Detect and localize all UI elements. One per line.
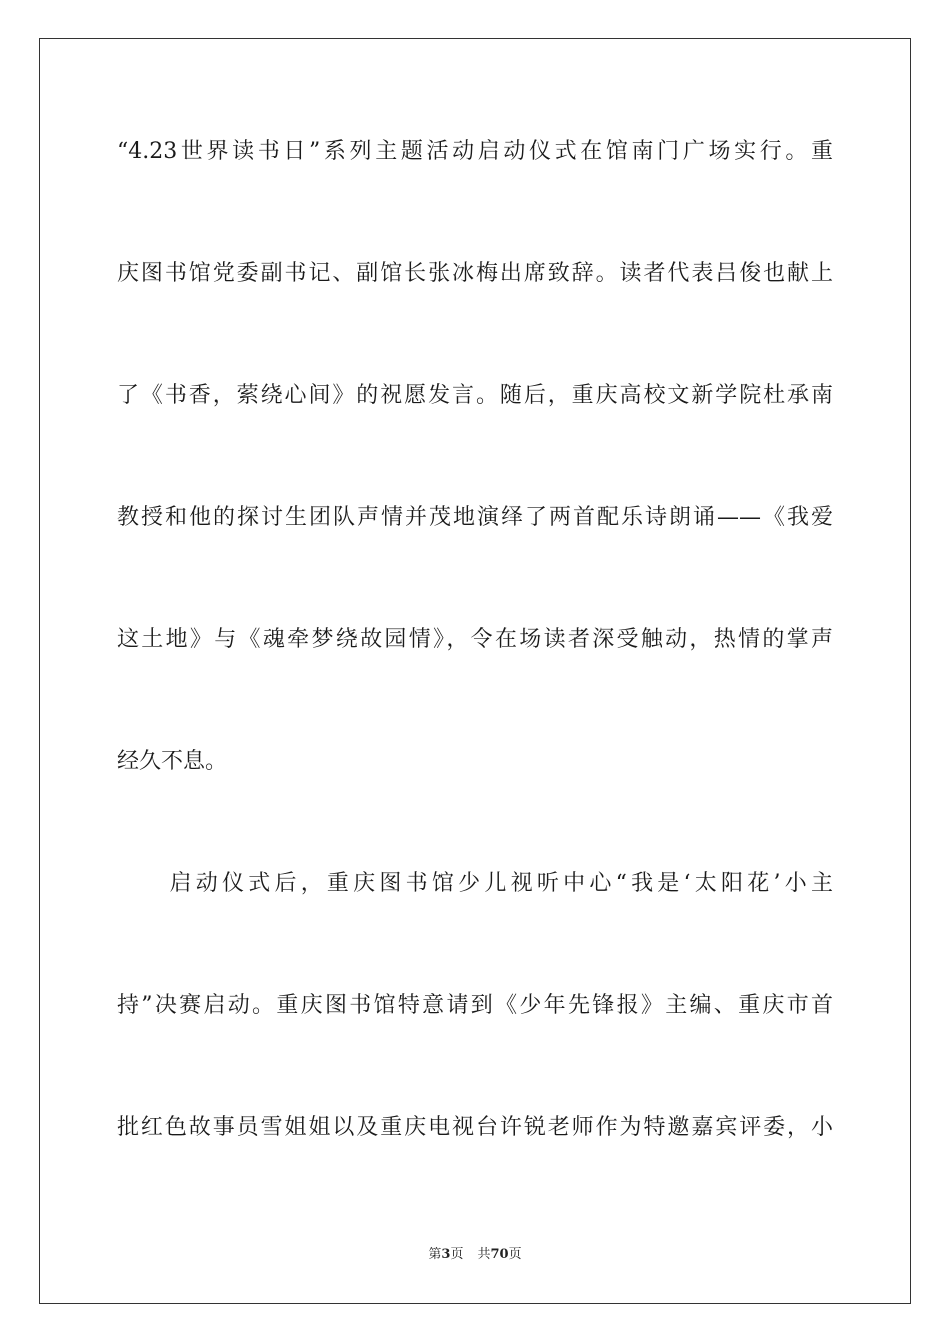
page-suffix: 页 bbox=[450, 1247, 464, 1262]
body-line-2: 庆图书馆党委副书记、副馆长张冰梅出席致辞。读者代表吕俊也献上 bbox=[117, 261, 833, 286]
body-line-5: 这土地》与《魂牵梦绕故园情》，令在场读者深受触动，热情的掌声 bbox=[117, 627, 833, 652]
body-line-8: 持”决赛启动。重庆图书馆特意请到《少年先锋报》主编、重庆市首 bbox=[117, 993, 833, 1018]
body-line-7: 启动仪式后，重庆图书馆少儿视听中心“我是‘太阳花’小主 bbox=[117, 871, 833, 896]
body-line-9: 批红色故事员雪姐姐以及重庆电视台许锐老师作为特邀嘉宾评委，小 bbox=[117, 1115, 833, 1140]
body-line-3: 了《书香，萦绕心间》的祝愿发言。随后，重庆高校文新学院杜承南 bbox=[117, 383, 833, 408]
page-footer bbox=[0, 1246, 950, 1264]
page-number: 3 bbox=[441, 1247, 451, 1262]
body-line-4: 教授和他的探讨生团队声情并茂地演绎了两首配乐诗朗诵——《我爱 bbox=[117, 505, 833, 530]
page-prefix: 第 bbox=[428, 1247, 442, 1262]
body-line-6: 经久不息。 bbox=[117, 749, 228, 774]
total-suffix: 页 bbox=[508, 1247, 522, 1262]
total-pages: 70 bbox=[490, 1247, 509, 1262]
body-line-1: “4.23世界读书日”系列主题活动启动仪式在馆南门广场实行。重 bbox=[117, 139, 833, 164]
total-prefix: 共 bbox=[477, 1247, 491, 1262]
